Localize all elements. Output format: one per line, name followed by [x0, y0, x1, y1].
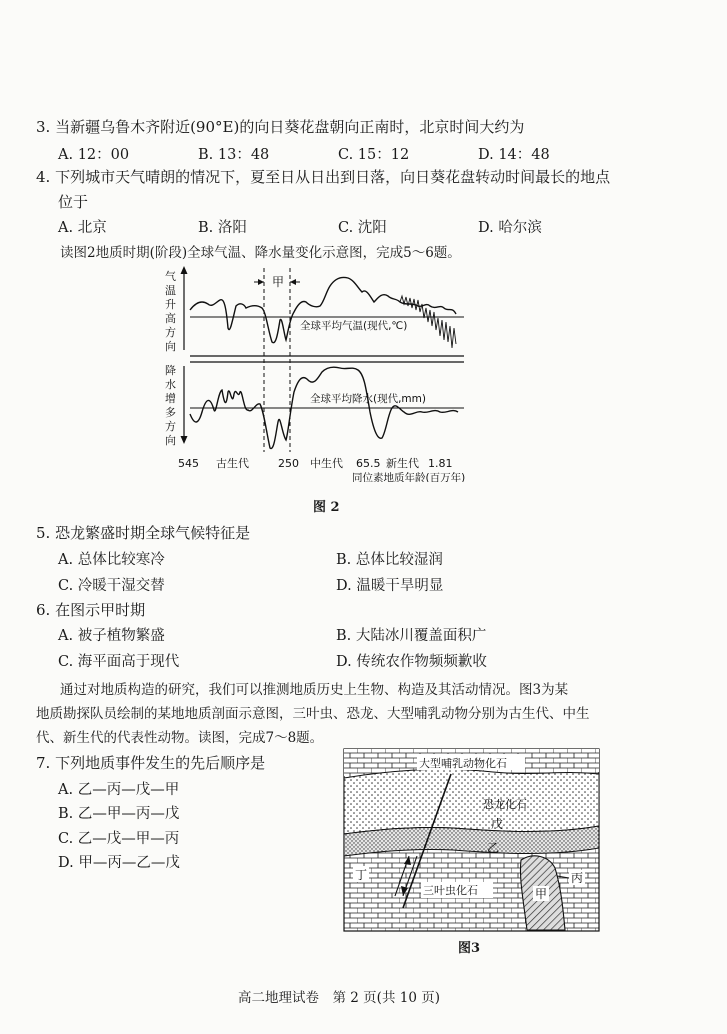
figure-2-chart [160, 262, 480, 482]
q4-option-a: A. 北京 [58, 220, 107, 236]
temp-axis-char: 向 [165, 340, 176, 353]
q6-option-b: B. 大陆冰川覆盖面积广 [336, 628, 487, 644]
q7-option-a: A. 乙—丙—戊—甲 [58, 782, 180, 798]
figure-2-caption: 图 2 [313, 500, 340, 515]
q6-option-a: A. 被子植物繁盛 [58, 628, 165, 644]
q5-stem: 5. 恐龙繁盛时期全球气候特征是 [36, 524, 251, 542]
ding-label: 丁 [355, 868, 368, 882]
q4-option-b: B. 洛阳 [198, 220, 247, 236]
q5-option-b: B. 总体比较湿润 [336, 552, 443, 568]
wu-label: 戊 [491, 817, 504, 831]
q3-option-d: D. 14：48 [478, 147, 550, 163]
q7-option-d: D. 甲—丙—乙—戊 [58, 855, 180, 871]
intro-fig3-line1: 通过对地质构造的研究，我们可以推测地质历史上生物、构造及其活动情况。图3为某 [60, 682, 569, 698]
x-axis-ticks [178, 456, 453, 470]
figure-3-caption: 图3 [458, 941, 481, 956]
trilobite-fossil-label: 三叶虫化石 [423, 884, 478, 897]
precip-axis-char: 方 [165, 420, 176, 433]
q6-option-c: C. 海平面高于现代 [58, 654, 180, 670]
intro-fig3-line2: 地质勘探队员绘制的某地地质剖面示意图，三叶虫、恐龙、大型哺乳动物分别为古生代、中生 [36, 706, 590, 722]
q4-option-d: D. 哈尔滨 [478, 220, 542, 236]
dinosaur-fossil-label: 恐龙化石 [483, 798, 527, 811]
q3-option-a: A. 12：00 [58, 147, 130, 163]
temperature-axis-label [165, 269, 176, 353]
q5-option-d: D. 温暖干旱明显 [336, 578, 444, 594]
q4-option-c: C. 沈阳 [338, 220, 387, 236]
q4-stem-line2: 位于 [58, 193, 89, 211]
q4-stem-line1: 4. 下列城市天气晴朗的情况下，夏至日从日出到日落，向日葵花盘转动时间最长的地点 [36, 168, 611, 186]
fig2-jia-label: 甲 [272, 275, 285, 289]
x-tick: 古生代 [216, 457, 249, 470]
precip-reference-label: 全球平均降水(现代,mm) [310, 393, 426, 405]
yi-label: 乙 [487, 841, 500, 855]
precip-axis-char: 水 [165, 378, 176, 391]
page-footer: 高二地理试卷 第 2 页(共 10 页) [238, 990, 440, 1006]
intro-fig2: 读图2地质时期(阶段)全球气温、降水量变化示意图，完成5～6题。 [60, 245, 461, 261]
precipitation-axis-label [165, 363, 176, 447]
temp-reference-label: 全球平均气温(现代,℃) [300, 320, 408, 332]
precip-axis-char: 向 [165, 434, 176, 447]
temp-axis-char: 气 [165, 270, 176, 283]
q3-option-b: B. 13：48 [198, 147, 270, 163]
q7-option-c: C. 乙—戊—甲—丙 [58, 831, 180, 847]
precip-axis-char: 多 [165, 406, 176, 419]
x-tick: 545 [178, 457, 199, 470]
temperature-curve [190, 277, 456, 342]
figure-3-diagram [343, 748, 600, 932]
x-tick: 65.5 [356, 457, 381, 470]
bing-label: 丙 [571, 871, 584, 885]
x-tick: 新生代 [386, 457, 419, 470]
q3-option-c: C. 15：12 [338, 147, 410, 163]
x-tick: 1.81 [428, 457, 453, 470]
x-tick: 250 [278, 457, 299, 470]
jia-label: 甲 [535, 887, 548, 901]
q7-stem: 7. 下列地质事件发生的先后顺序是 [36, 754, 266, 772]
temp-axis-char: 高 [165, 312, 176, 325]
temp-axis-char: 方 [165, 326, 176, 339]
q6-stem: 6. 在图示甲时期 [36, 601, 146, 619]
q5-option-c: C. 冷暖干湿交替 [58, 578, 165, 594]
q7-option-b: B. 乙—甲—丙—戊 [58, 806, 180, 822]
temp-axis-char: 升 [165, 298, 176, 311]
precip-axis-char: 增 [165, 392, 176, 405]
temp-axis-char: 温 [165, 284, 176, 297]
x-tick: 中生代 [310, 457, 343, 470]
q3-stem: 3. 当新疆乌鲁木齐附近(90°E)的向日葵花盘朝向正南时，北京时间大约为 [36, 118, 525, 136]
intro-fig3-line3: 代、新生代的代表性动物。读图，完成7～8题。 [36, 730, 324, 746]
q5-option-a: A. 总体比较寒冷 [58, 552, 165, 568]
q6-option-d: D. 传统农作物频频歉收 [336, 654, 487, 670]
mammal-fossil-label: 大型哺乳动物化石 [419, 757, 507, 770]
precip-axis-char: 降 [165, 364, 176, 377]
x-axis-title: 同位素地质年龄(百万年) [352, 472, 466, 482]
